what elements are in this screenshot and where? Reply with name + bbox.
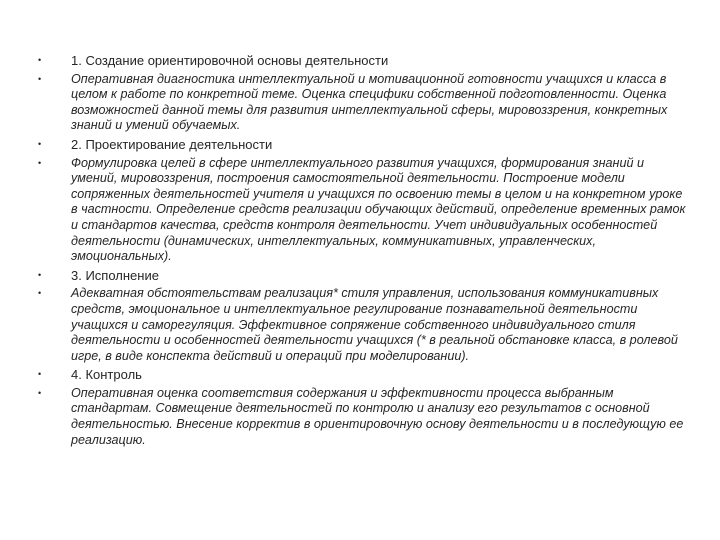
item-text: 4. Контроль bbox=[71, 367, 142, 383]
item-text: 3. Исполнение bbox=[71, 267, 159, 283]
list-item bbox=[38, 268, 688, 284]
list-item bbox=[38, 286, 688, 364]
item-text: Оперативная оценка соответствия содержания и эффективности процесса выбранным стандартам. Совмещение деятельностей по контролю и анализу его результатов с основной деятельностью. Внесение корректив в ориентировочную основу деятельности и в последующую ее реализацию. bbox=[71, 385, 684, 447]
bullet-dot-icon: • bbox=[38, 387, 42, 398]
item-text: Адекватная обстоятельствам реализация* стиля управления, использования коммуникативных средств, эмоциональное и интеллектуальное регулирование познавательной деятельности учащихся и саморегуляция. Эффективное сопряжение собственного индивидуального стиля деятельности и особенностей деятельности учащихся (* в реальной обстановке класса, в ролевой игре, в виде конспекта действий и операций при моделировании). bbox=[71, 286, 678, 363]
item-text: Формулировка целей в сфере интеллектуального развития учащихся, формирования знаний и умений, мировоззрения, построения самостоятельной деятельности. Построение модели сопряженных деятельностей учителя и учащихся по освоению темы в целом и на конкретном уроке в частности. Определение средств реализации обучающих действий, определение временных рамок и стандартов качества, средств контроля деятельности. Учет индивидуальных особенностей деятельности (динамических, интеллектуальных, коммуникативных, управленческих, эмоциональных). bbox=[71, 155, 686, 264]
bullet-dot-icon: • bbox=[38, 55, 42, 65]
item-text: 1. Создание ориентировочной основы деятельности bbox=[71, 53, 389, 68]
bullet-list bbox=[38, 53, 688, 451]
list-item bbox=[38, 137, 688, 153]
item-text: 2. Проектирование деятельности bbox=[71, 136, 273, 152]
list-item bbox=[38, 53, 688, 69]
bullet-dot-icon: • bbox=[38, 288, 42, 299]
list-item bbox=[38, 156, 688, 265]
item-text: Оперативная диагностика интеллектуальной и мотивационной готовности учащихся и класса в целом к работе по конкретной теме. Оценка специфики собственной подготовленности. Оценка возможностей данной темы для развития интеллектуальной сферы, мировоззрения, конкретных знаний и умений обучаемых. bbox=[71, 71, 668, 133]
bullet-dot-icon: • bbox=[38, 157, 42, 168]
bullet-dot-icon: • bbox=[38, 73, 42, 84]
bullet-dot-icon: • bbox=[38, 369, 42, 380]
list-item bbox=[38, 72, 688, 134]
bullet-dot-icon: • bbox=[38, 269, 42, 280]
list-item bbox=[38, 367, 688, 383]
bullet-dot-icon: • bbox=[38, 138, 42, 149]
list-item bbox=[38, 386, 688, 448]
